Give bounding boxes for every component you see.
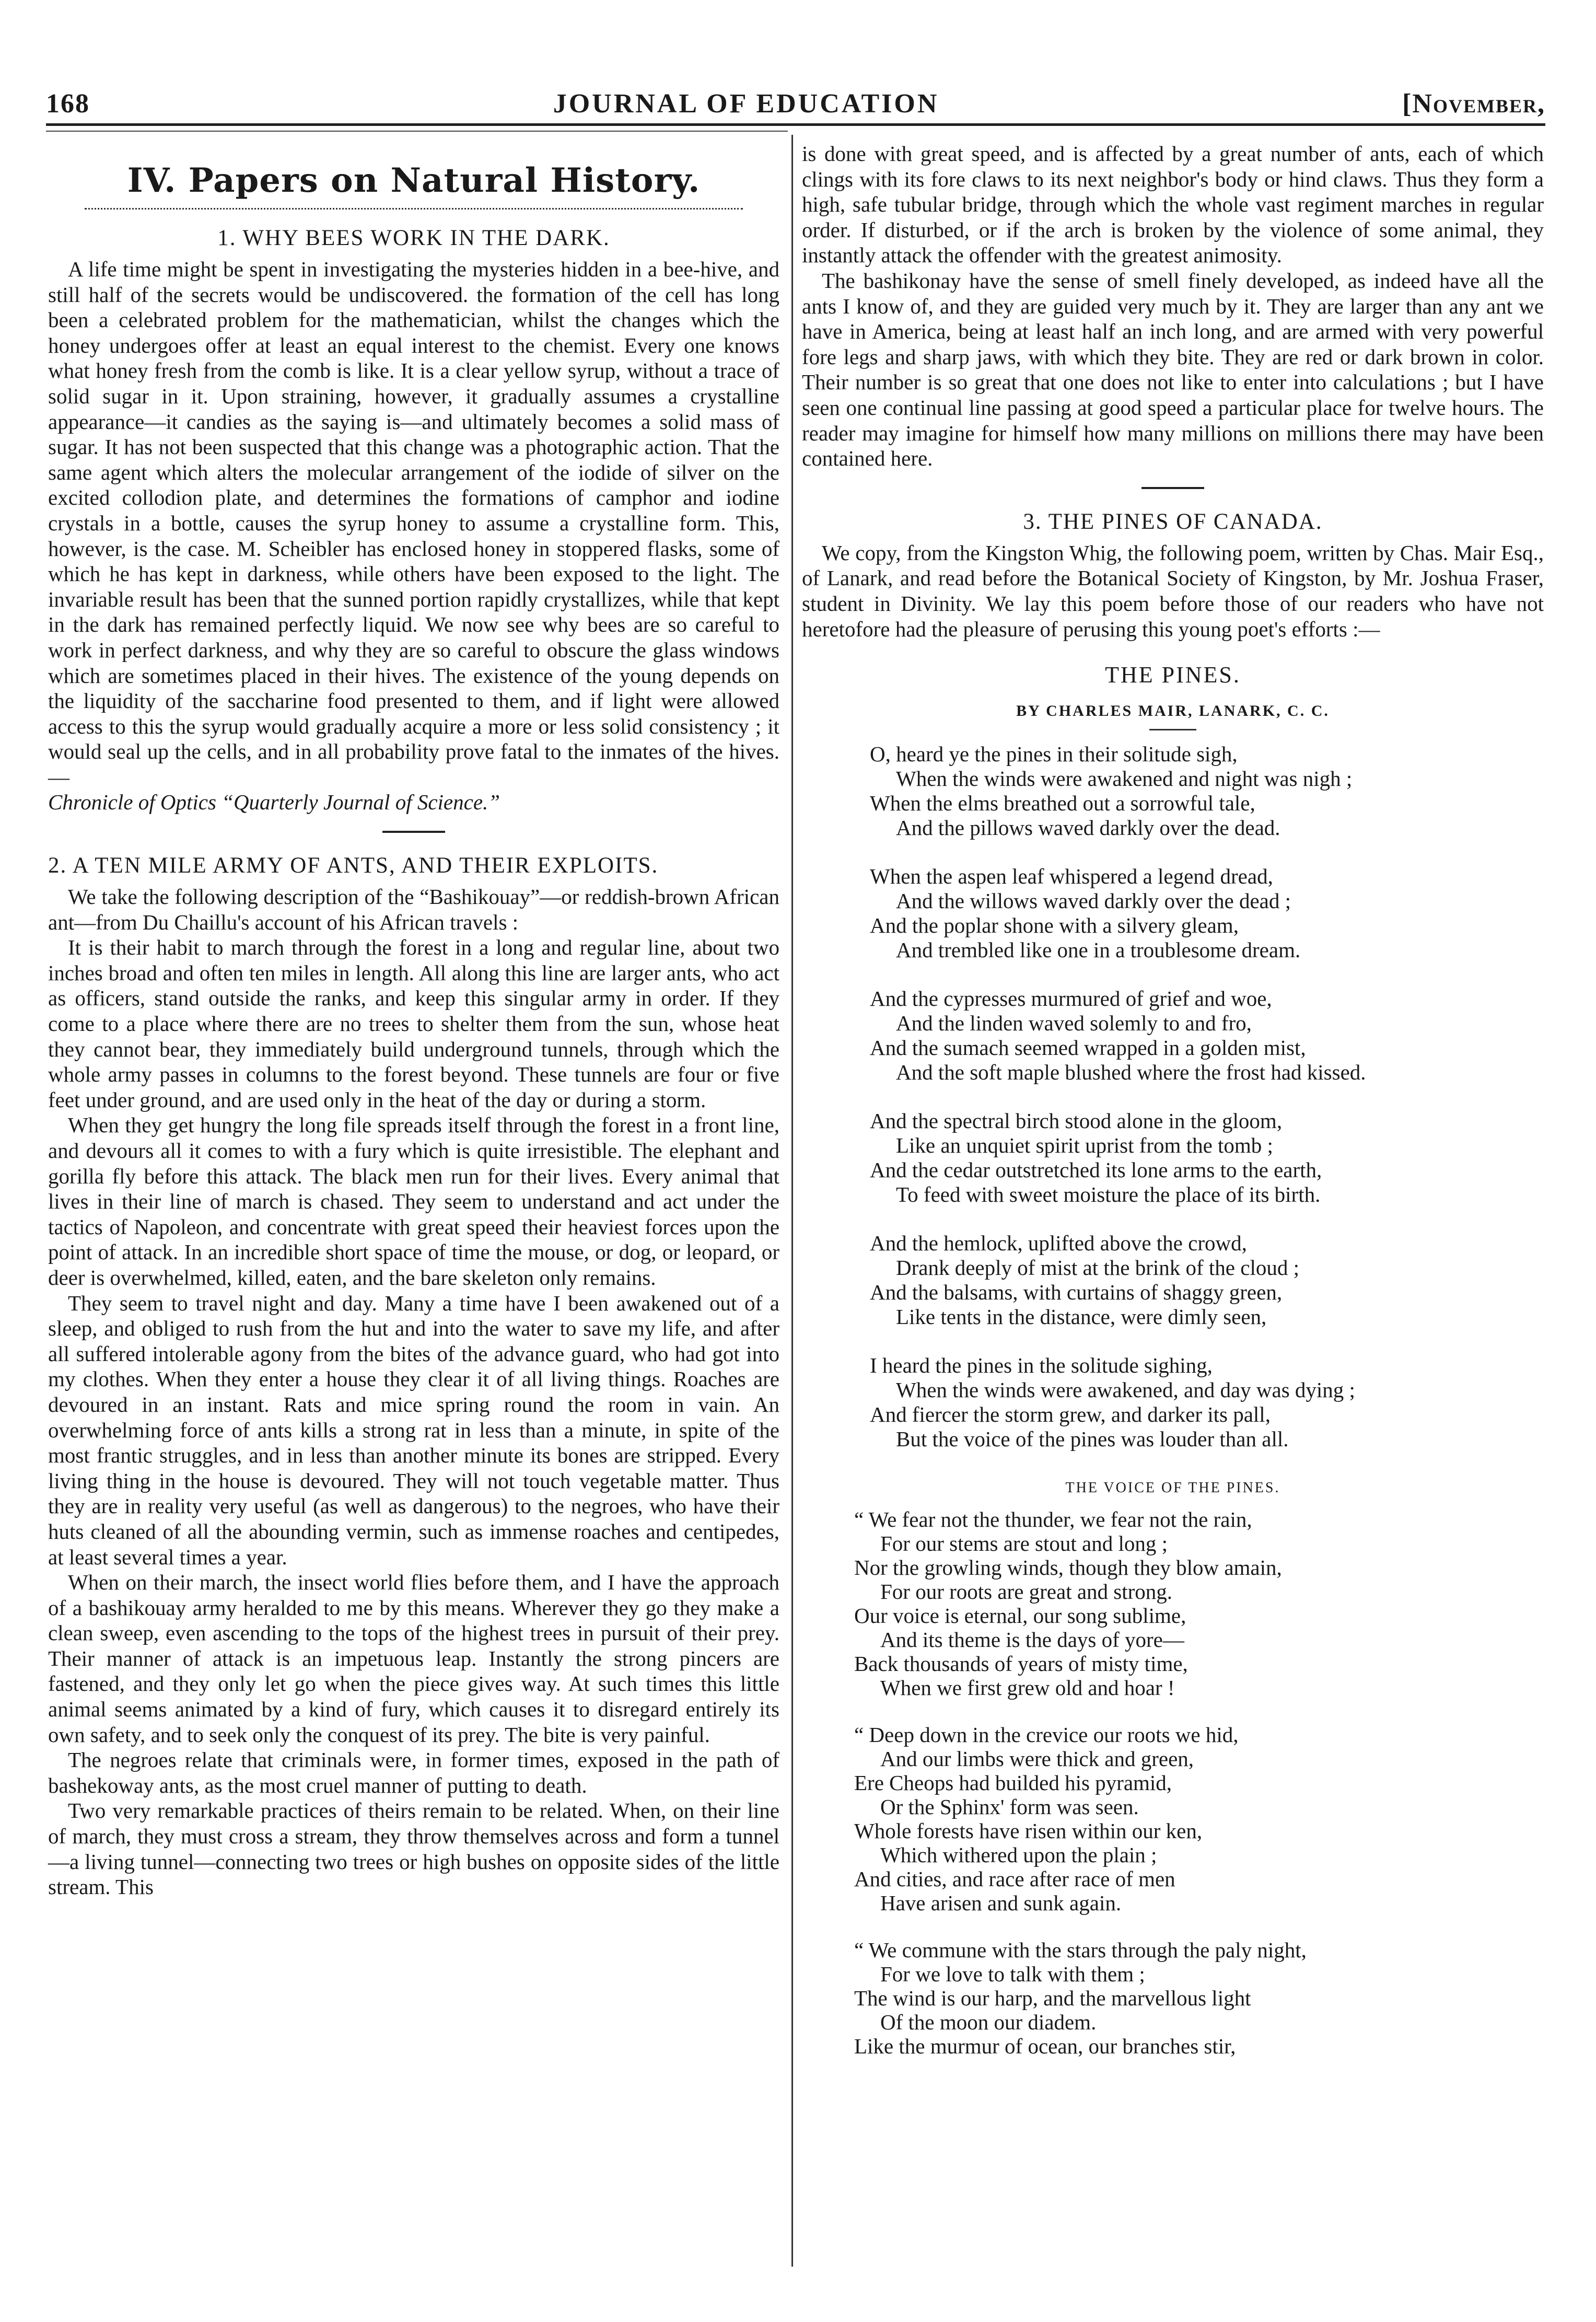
poem-line: And the pillows waved darkly over the dead. [896,816,1280,840]
poem-stanza [870,742,1544,840]
poem-line: And the cypresses murmured of grief and woe, [870,986,1272,1011]
running-head [46,77,1545,119]
poem-stanza [854,1723,1544,1915]
poem-line: And the poplar shone with a silvery gleam, [870,913,1239,938]
poem-line: The wind is our harp, and the marvellous light [854,1986,1251,2010]
article-2-continued: is done with great speed, and is affected by a great number of ants, each of which clings with its fore claws to its next neighbor's body or hind claws. Thus they form a high, safe tubular bridge, through which the whole vast regiment marches in regular order. If disturbed, or if the arch is broken by the violence of some animal, they instantly attack the offender with the greatest animosity. [802,142,1544,268]
poem-stanza [870,1353,1544,1452]
article-1-title: 1. WHY BEES WORK IN THE DARK. [217,226,610,250]
poem-line: And the linden waved solemly to and fro, [896,1011,1252,1036]
poem-line: Like an unquiet spirit uprist from the tomb ; [896,1133,1273,1158]
poem-line: But the voice of the pines was louder than all. [896,1427,1289,1452]
poem-line: “ We fear not the thunder, we fear not the rain, [854,1507,1252,1531]
section-divider [85,208,743,215]
poem-line: Our voice is eternal, our song sublime, [854,1603,1186,1628]
article-2-continued: The bashikonay have the sense of smell finely developed, as indeed have all the ants I know of, and they are guided very much by it. They are larger than any ant we have in America, being at least half an inch long, and are armed with very powerful fore legs and sharp jaws, with which they bite. They are red or dark brown in color. Their number is so great that one does not like to enter into calculations ; but I have seen one continual line passing at good speed a particular place for twelve hours. The reader may imagine for himself how many millions on millions there may have been contained here. [802,268,1544,471]
poem-line: And the soft maple blushed where the frost had kissed. [896,1060,1366,1085]
article-2-paragraph: They seem to travel night and day. Many a time have I been awakened out of a sleep, and obliged to rush from the hut and into the water to save my life, and after all suffered intolerable agony from the bites of the advance guard, who had got into my clothes. When they enter a house they clear it of all living things. Roaches are devoured in an instant. Rats and mice spring round the room in vain. An overwhelming force of ants kills a strong rat in less than a minute, in spite of the most frantic struggles, and in less than another minute its bones are stripped. Every living thing in the house is devoured. They will not touch vegetable matter. Thus they are in reality very useful (as well as dangerous) to the negroes, who have their huts cleaned of all the abounding vermin, such as immense roaches and centipedes, at least several times a year. [48,1291,779,1569]
poem-title: THE PINES. [1105,662,1241,688]
article-1-body: A life time might be spent in investigating the mysteries hidden in a bee-hive, and still half of the secrets would be undiscovered. the formation of the cell has long been a celebrated problem for the mathematician, whilst the changes which the honey undergoes offer at least an equal interest to the chemist. Every one knows what honey fresh from the comb is like. It is a clear yellow syrup, without a trace of solid sugar in it. Upon straining, however, it gradually assumes a crystalline appearance—it candies as the saying is—and ultimately becomes a solid mass of sugar. It has not been suspected that this change was a photographic action. That the same agent which alters the molecular arrangement of the iodide of silver on the excited collodion plate, and determines the formations of camphor and iodine crystals in a bottle, causes the syrup honey to assume a crystalline form. This, however, is the case. M. Scheibler has enclosed honey in stoppered flasks, some of which he has kept in darkness, while others have been exposed to the light. The invariable result has been that the sunned portion rapidly crystallizes, while that kept in the dark has remained perfectly liquid. We now see why bees are so careful to work in perfect darkness, and why they are so careful to obscure the glass windows which are sometimes placed in their hives. The existence of the young depends on the liquidity of the saccharine food presented to them, and if light were allowed access to this the syrup would gradually acquire a more or less solid consistency ; it would seal up the cells, and in all probability prove fatal to the inmates of the hives.— [48,257,779,789]
poem-line: Ere Cheops had builded his pyramid, [854,1770,1172,1795]
poem-stanza [870,1231,1544,1329]
poem-line: Like tents in the distance, were dimly seen, [896,1305,1267,1329]
article-2-paragraph: When on their march, the insect world flies before them, and I have the approach of a bashikouay army heralded to me by this means. Wherever they go they make a clean sweep, even ascending to the tops of the highest trees in pursuit of their prey. Their manner of attack is an impetuous leap. Instantly the strong pincers are fastened, and they only let go when the piece gives way. At such times this little animal seems animated by a kind of fury, which causes it to disregard entirely its own safety, and to seek only the conquest of its prey. The bite is very painful. [48,1570,779,1747]
poem-line: Like the murmur of ocean, our branches stir, [854,2034,1236,2058]
poem-line: Back thousands of years of misty time, [854,1651,1188,1676]
left-column [48,141,779,1900]
poem-byline: BY CHARLES MAIR, LANARK, C. C. [1016,702,1330,719]
poem-line: Or the Sphinx' form was seen. [880,1794,1139,1819]
poem-line: When the elms breathed out a sorrowful tale, [870,791,1255,816]
article-2-paragraph: The negroes relate that criminals were, in former times, exposed in the path of bashekoway ants, as the most cruel manner of putting to death. [48,1748,779,1797]
article-2-paragraph: We take the following description of the “Bashikouay”—or reddish-brown African ant—from Du Chaillu's account of his African travels : [48,885,779,934]
article-3-title: 3. THE PINES OF CANADA. [1023,509,1323,534]
poem-line: When we first grew old and hoar ! [880,1675,1175,1700]
poem-line: And the hemlock, uplifted above the crowd, [870,1231,1247,1256]
article-2-title: 2. A TEN MILE ARMY OF ANTS, AND THEIR EXPLOITS. [48,853,659,878]
poem-line: And cities, and race after race of men [854,1866,1175,1891]
poem-line: “ Deep down in the crevice our roots we hid, [854,1722,1239,1747]
column-rule [791,135,793,2267]
poem-line: And the willows waved darkly over the dead ; [896,889,1291,913]
right-column [802,141,1544,2081]
article-divider [1141,487,1204,489]
poem-line: And the balsams, with curtains of shaggy green, [870,1280,1283,1305]
poem-line: And the sumach seemed wrapped in a golden mist, [870,1036,1306,1060]
poem-line: Nor the growling winds, though they blow amain, [854,1555,1282,1580]
issue-month: [November, [1402,89,1545,119]
poem-stanzas [802,742,1544,1452]
poem-line: To feed with sweet moisture the place of its birth. [896,1182,1321,1207]
poem-stanza [870,1109,1544,1207]
header-rule [46,123,1545,126]
poem-stanza [854,1507,1544,1700]
poem-line: Of the moon our diadem. [880,2010,1097,2034]
poem-line: And the cedar outstretched its lone arms to the earth, [870,1158,1322,1182]
poem-line: For our roots are great and strong. [880,1579,1173,1604]
poem-line: When the winds were awakened, and day was dying ; [896,1378,1355,1402]
poem-line: Which withered upon the plain ; [880,1842,1157,1867]
poem-line: I heard the pines in the solitude sighing, [870,1353,1213,1378]
poem-line: When the aspen leaf whispered a legend dread, [870,864,1273,889]
poem-line: For we love to talk with them ; [880,1961,1145,1986]
poem-line: Drank deeply of mist at the brink of the cloud ; [896,1256,1299,1280]
article-divider [382,831,445,833]
poem-line: “ We commune with the stars through the paly night, [854,1937,1307,1962]
poem-stanza [854,1938,1544,2058]
poem-line: Have arisen and sunk again. [880,1890,1122,1915]
poem-line: When the winds were awakened and night was nigh ; [896,767,1353,791]
poem-stanza [870,986,1544,1085]
header-subrule [46,131,788,132]
poem-line: And its theme is the days of yore— [880,1627,1184,1652]
article-1-source: Chronicle of Optics “Quarterly Journal of Science.” [48,790,500,815]
article-2-paragraph: Two very remarkable practices of theirs remain to be related. When, on their line of march, they must cross a stream, they throw themselves across and form a tunnel—a living tunnel—connecting two trees or high bushes on opposite sides of the little stream. This [48,1798,779,1899]
article-3-intro: We copy, from the Kingston Whig, the following poem, written by Chas. Mair Esq., of Lanark, and read before the Botanical Society of Kingston, by Mr. Joshua Fraser, student in Divinity. We lay this poem before those of our readers who have not heretofore had the pleasure of perusing this young poet's efforts :— [802,540,1544,641]
poem-stanza [870,864,1544,962]
section-title: IV. Papers on Natural History. [127,161,701,200]
poem-line: And our limbs were thick and green, [880,1746,1194,1771]
poem-line: For our stems are stout and long ; [880,1531,1168,1555]
article-2-paragraph: It is their habit to march through the forest in a long and regular line, about two inches broad and often ten miles in length. All along this line are larger ants, who act as officers, stand outside the ranks, and keep this singular army in order. If they come to a place where there are no trees to shelter them from the sun, whose heat they cannot bear, they immediately build underground tunnels, through which the whole army passes in columns to the forest beyond. These tunnels are four or five feet under ground, and are used only in the heat of the day or during a storm. [48,935,779,1112]
article-2-paragraph: When they get hungry the long file spreads itself through the forest in a front line, and devours all it comes to with a fury which is quite irresistible. The elephant and gorilla fly before this attack. The black men run for their lives. Every animal that lives in their line of march is chased. They seem to understand and act under the tactics of Napoleon, and concentrate with great speed their heaviest forces upon the point of attack. In an incredible short space of time the mouse, or dog, or leopard, or deer is overwhelmed, killed, eaten, and the bare skeleton only remains. [48,1113,779,1290]
poem-rule [1149,729,1196,730]
page-number: 168 [46,89,90,119]
poem-line: And the spectral birch stood alone in the gloom, [870,1109,1283,1133]
journal-title: JOURNAL OF EDUCATION [553,89,939,119]
poem-line: And fiercer the storm grew, and darker its pall, [870,1402,1271,1427]
poem-line: Whole forests have risen within our ken, [854,1818,1203,1843]
poem-line: And trembled like one in a troublesome dream. [896,938,1301,962]
voice-title: THE VOICE OF THE PINES. [1065,1480,1280,1496]
poem-line: O, heard ye the pines in their solitude sigh, [870,742,1238,767]
voice-stanzas [802,1507,1544,2058]
